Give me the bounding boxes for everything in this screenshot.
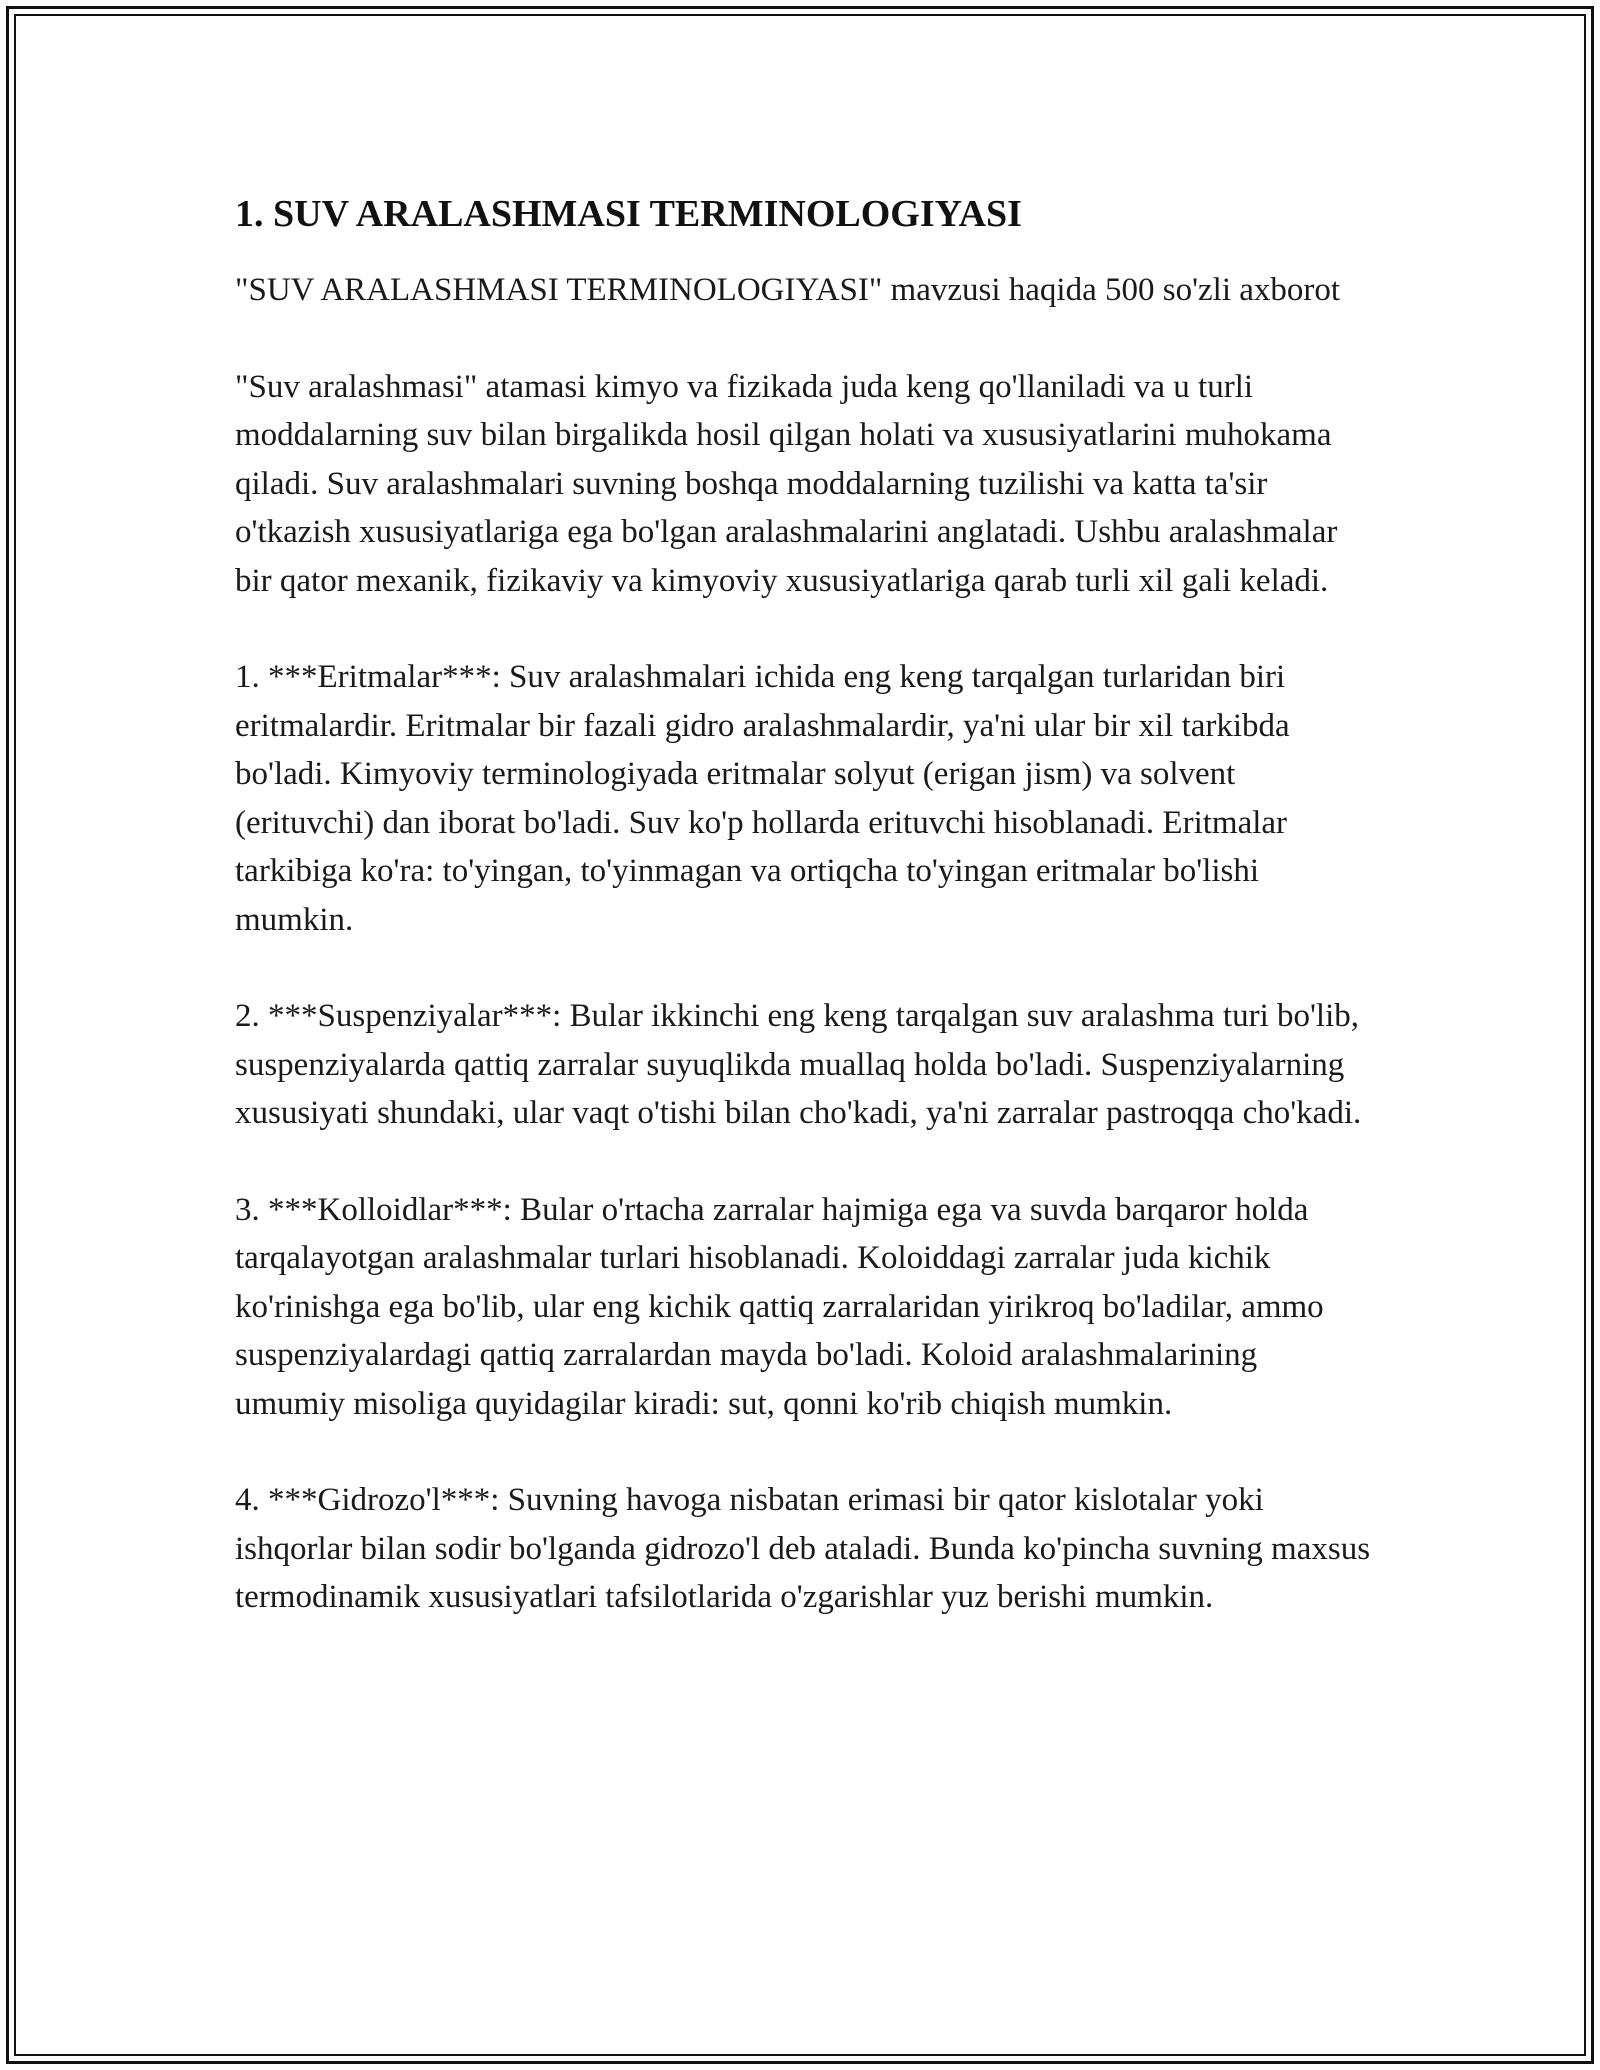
- document-title: 1. SUV ARALASHMASI TERMINOLOGIYASI: [235, 193, 1022, 235]
- kolloidlar-paragraph: 3. ***Kolloidlar***: Bular o'rtacha zarralar hajmiga ega va suvda barqaror holda tarqalayotgan aralashmalar turlari hisoblanadi. Koloiddagi zarralar juda kichik ko'rinishga ega bo'lib, ular eng kichik qattiq zarralaridan yirikroq bo'ladilar, ammo suspenziyalardagi qattiq zarralardan mayda bo'ladi. Koloid aralashmalarining umumiy misoliga quyidagilar kiradi: sut, qonni ko'rib chiqish mumkin.: [235, 1191, 1324, 1422]
- eritmalar-paragraph: 1. ***Eritmalar***: Suv aralashmalari ichida eng keng tarqalgan turlaridan biri eritmalardir. Eritmalar bir fazali gidro aralashmalardir, ya'ni ular bir xil tarkibda bo'ladi. Kimyoviy terminologiyada eritmalar solyut (erigan jism) va solvent (erituvchi) dan iborat bo'ladi. Suv ko'p hollarda erituvchi hisoblanadi. Eritmalar tarkibiga ko'ra: to'yingan, to'yinmagan va ortiqcha to'yingan eritmalar bo'lishi mumkin.: [235, 659, 1290, 938]
- suspenziyalar-paragraph: 2. ***Suspenziyalar***: Bular ikkinchi eng keng tarqalgan suv aralashma turi bo'lib, suspenziyalarda qattiq zarralar suyuqlikda muallaq holda bo'ladi. Suspenziyalarning xususiyati shundaki, ular vaqt o'tishi bilan cho'kadi, ya'ni zarralar pastroqqa cho'kadi.: [235, 998, 1362, 1131]
- document-body: [235, 188, 1375, 1670]
- gidrozol-paragraph: 4. ***Gidrozo'l***: Suvning havoga nisbatan erimasi bir qator kislotalar yoki ishqorlar bilan sodir bo'lganda gidrozo'l deb ataladi. Bunda ko'pincha suvning maxsus termodinamik xususiyatlari tafsilotlarida o'zgarishlar yuz berishi mumkin.: [235, 1482, 1371, 1615]
- definition-paragraph: "Suv aralashmasi" atamasi kimyo va fizikada juda keng qo'llaniladi va u turli moddalarning suv bilan birgalikda hosil qilgan holati va xususiyatlarini muhokama qiladi. Suv aralashmalari suvning boshqa moddalarning tuzilishi va katta ta'sir o'tkazish xususiyatlariga ega bo'lgan aralashmalarini anglatadi. Ushbu aralashmalar bir qator mexanik, fizikaviy va kimyoviy xususiyatlariga qarab turli xil gali keladi.: [235, 368, 1338, 599]
- intro-paragraph: "SUV ARALASHMASI TERMINOLOGIYASI" mavzusi haqida 500 so'zli axborot: [235, 272, 1341, 308]
